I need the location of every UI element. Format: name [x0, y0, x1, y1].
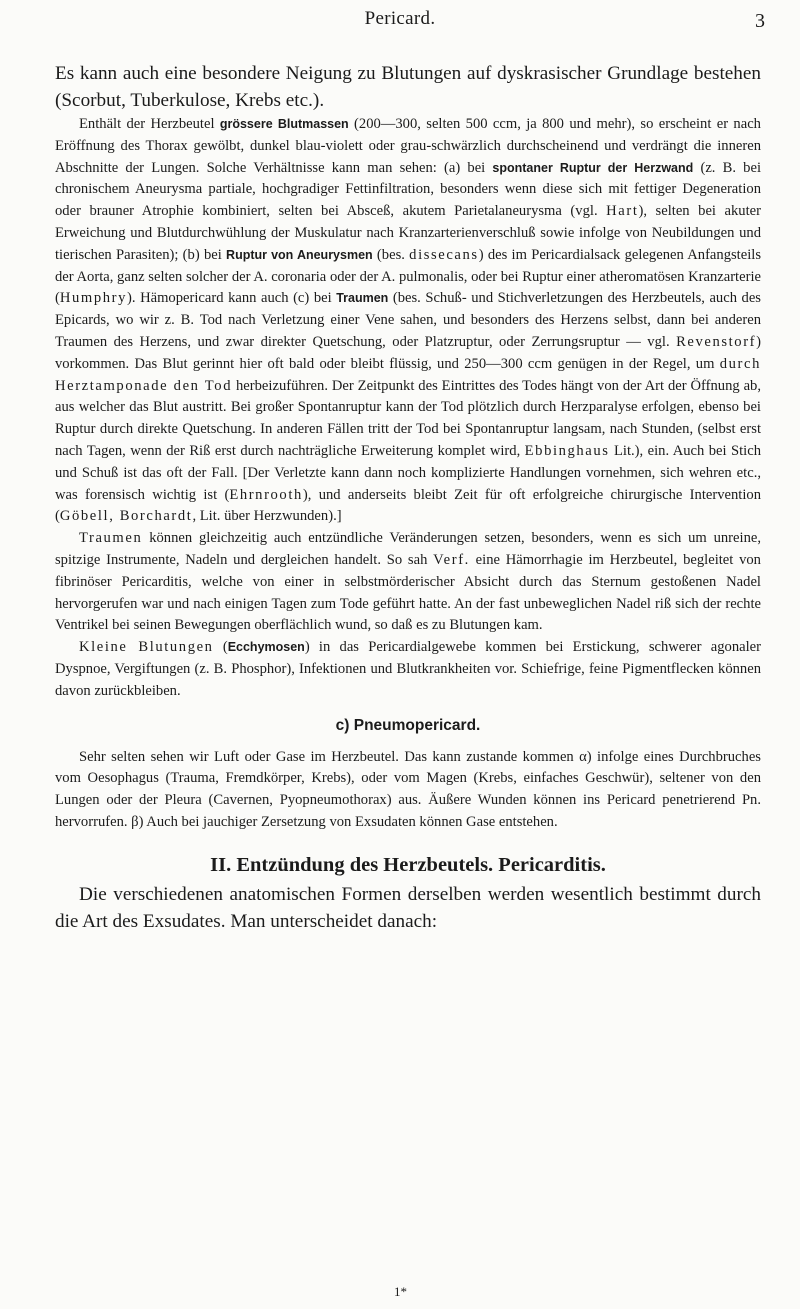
spaced-term: Kleine Blutungen	[79, 639, 214, 656]
paragraph-hemopericard: Enthält der Herzbeutel grössere Blutmassen (200—300, selten 500 ccm, ja 800 und mehr), so erscheint er nach Eröffnung des Thorax gewölbt, dunkel blau-violett oder grau-schwärzlich durchscheinend und verdrängt die inneren Abschnitte der Lungen. Solche Verhältnisse kann man sehen: (a) bei spontaner Ruptur der Herzwand (z. B. bei chronischem Aneurysma partiale, hochgradiger Fettinfiltration, besonders wenn diese sich mit fettiger Degeneration oder brauner Atrophie kombiniert, selten bei Absceß, akutem Parietalaneurysma (vgl. Hart), selten bei akuter Erweichung und Blutdurchwühlung der Muskulatur nach Kranzarterienverschluß sowie infolge von Neubildungen und tierischen Parasiten); (b) bei Ruptur von Aneurysmen (bes. dissecans) des im Pericardialsack gelegenen Anfangsteils der Aorta, ganz selten solcher der A. coronaria oder der A. pulmonalis, oder bei Ruptur einer atheromatösen Kranzarterie (Humphry). Hämopericard kann auch (c) bei Traumen (bes. Schuß- und Stichverletzungen des Herzbeutels, auch des Epicards, wo wir z. B. Tod nach Verletzung einer Vene sahen, und besonders des Herzens selbst, dann bei anderen Traumen des Herzens, und zwar direkter Quetschung, oder Platzruptur, oder Zerrungsruptur — vgl. Revenstorf) vorkommen. Das Blut gerinnt hier oft bald oder bleibt flüssig, und 250—300 ccm genügen in der Regel, um durch Herztamponade den Tod herbeizuführen. Der Zeitpunkt des Eintrittes des Todes hängt von der Art der Öffnung ab, aus welcher das Blut austritt. Bei großer Spontanruptur kann der Tod plötzlich durch Herzparalyse erfolgen, ebenso bei Ruptur durch direkte Quetschung. In anderen Fällen tritt der Tod bei Spontanruptur langsam, nach Stunden, (selbst erst nach Tagen, wenn der Riß erst durch nachträgliche Erweiterung komplet wird, Ebbinghaus Lit.), ein. Auch bei Stich und Schuß ist das oft der Fall. [Der Verletzte kann dann noch komplizierte Handlungen vornehmen, sich wehren etc., was forensisch wichtig ist (Ehrnrooth), und anderseits bleibt Zeit für oft erfolgreiche chirurgische Intervention (Göbell, Borchardt, Lit. über Herzwunden).]	[55, 116, 761, 525]
author-name: Ehrnrooth	[229, 486, 303, 503]
page-number: 3	[755, 10, 765, 32]
intro-paragraph: Es kann auch eine besondere Neigung zu Blutungen auf dyskrasischer Grundlage bestehen (Scorbut, Tuberkulose, Krebs etc.).	[55, 63, 761, 111]
subsection-heading: c) Pneumopericard.	[335, 716, 481, 734]
emphasis: Ruptur von Aneurysmen	[226, 247, 373, 262]
paragraph-kleine-blutungen: Kleine Blutungen (Ecchymosen) in das Pericardialgewebe kommen bei Erstickung, schwerer agonaler Dyspnoe, Vergiftungen (z. B. Phosphor), Infektionen und Blutkrankheiten vor. Schiefrige, feine Pigmentflecken können davon zurückbleiben.	[55, 639, 761, 699]
spaced-term: Traumen	[79, 530, 143, 547]
running-head: Pericard.	[364, 8, 436, 29]
page-body	[55, 60, 761, 935]
author-name: Göbell, Borchardt	[59, 508, 193, 525]
author-name: Revenstorf	[676, 333, 757, 350]
spaced-term: durch Herztamponade den Tod	[55, 355, 761, 394]
author-name: Hart	[606, 203, 639, 220]
author-name: Ebbinghaus	[524, 442, 610, 459]
author-name: Humphry	[59, 290, 128, 307]
emphasis: grössere Blutmassen	[219, 117, 349, 131]
section-heading: II. Entzündung des Herzbeutels. Pericarditis.	[210, 853, 606, 876]
signature-mark: 1*	[394, 1284, 407, 1299]
spaced-term: dissecans	[409, 246, 479, 263]
emphasis: Traumen	[336, 291, 389, 306]
emphasis: spontaner Ruptur der Herzwand	[492, 160, 694, 175]
paragraph-pneumopericard: Sehr selten sehen wir Luft oder Gase im Herzbeutel. Das kann zustande kommen α) infolge eines Durchbruches vom Oesophagus (Trauma, Fremdkörper, Krebs), oder vom Magen (Krebs, einfaches Geschwür), seltener von den Lungen oder der Pleura (Cavernen, Pyopneumothorax) aus. Äußere Wunden können ins Pericard penetrierend Pn. hervorrufen. β) Auch bei jauchiger Zersetzung von Exsudaten können Gase entstehen.	[55, 748, 761, 830]
paragraph-pericarditis-intro: Die verschiedenen anatomischen Formen derselben werden wesentlich bestimmt durch die Art des Exsudates. Man unterscheidet danach:	[55, 883, 761, 932]
spaced-term: Verf.	[433, 551, 470, 568]
paragraph-traumen: Traumen können gleichzeitig auch entzündliche Veränderungen setzen, besonders, wenn es sich um unreine, spitzige Instrumente, Nadeln und dergleichen handelt. So sah Verf. eine Hämorrhagie im Herzbeutel, begleitet von fibrinöser Pericarditis, welche von einer in selbstmörderischer Absicht durch das Sternum gestoßenen Nadel hervorgerufen war und nach einigen Tagen zum Tode geführt hatte. An der fast unbeweglichen Nadel riß sich der rechte Ventrikel bei seinen Bewegungen oberflächlich wund, so daß es zu Blutungen kam.	[55, 530, 761, 634]
emphasis: Ecchymosen	[227, 640, 305, 655]
